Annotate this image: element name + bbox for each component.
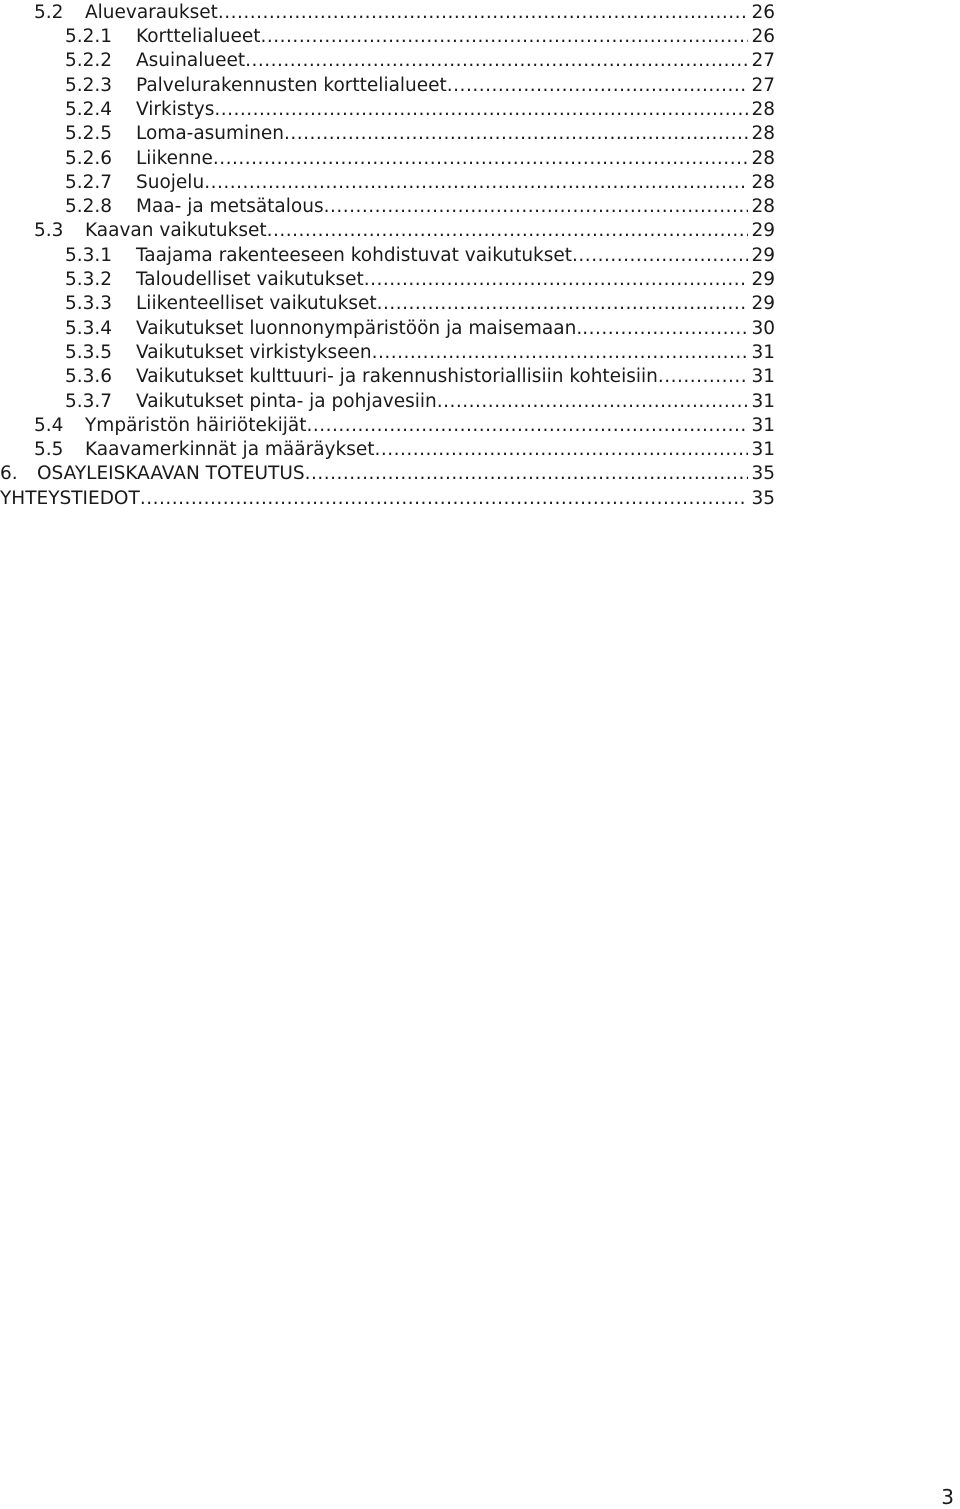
toc-entry-page: 26 [751, 2, 775, 23]
toc-entry[interactable] [65, 340, 775, 364]
toc-entry-number: 5.2.8 [65, 196, 113, 217]
toc-entry-page: 31 [751, 415, 775, 436]
toc-leader-dots [218, 2, 749, 24]
toc-leader-dots [582, 318, 748, 340]
toc-entry-number: 5.3 [34, 220, 64, 241]
toc-entry-title: Aluevaraukset [85, 2, 218, 23]
toc-entry[interactable] [65, 170, 775, 194]
toc-entry-page: 29 [751, 245, 775, 266]
toc-leader-dots [261, 26, 749, 48]
toc-leader-dots [284, 123, 748, 145]
toc-entry-title: Suojelu [136, 172, 205, 193]
toc-entry-number: 5.3.5 [65, 342, 113, 363]
toc-entry-title: Kaavan vaikutukset [85, 220, 267, 241]
toc-entry[interactable] [65, 73, 775, 97]
toc-entry-page: 27 [751, 50, 775, 71]
toc-leader-dots [377, 293, 749, 315]
toc-entry-page: 31 [751, 366, 775, 387]
toc-entry-title: YHTEYSTIEDOT [0, 488, 140, 509]
toc-entry-number: 5.2 [34, 2, 64, 23]
toc-entry-title: Taajama rakenteeseen kohdistuvat vaikutukset [136, 245, 573, 266]
toc-leader-dots [140, 488, 749, 510]
toc-entry-title: Vaikutukset luonnonympäristöön ja maisemaan. [136, 318, 583, 339]
toc-leader-dots [267, 220, 749, 242]
toc-entry[interactable] [65, 121, 775, 145]
toc-entry[interactable] [65, 146, 775, 170]
toc-entry[interactable] [65, 267, 775, 291]
toc-leader-dots [245, 50, 748, 72]
toc-entry-number: 5.2.5 [65, 123, 113, 144]
toc-leader-dots [204, 172, 748, 194]
toc-leader-dots [437, 391, 749, 413]
toc-leader-dots [364, 269, 749, 291]
toc-entry-page: 29 [751, 293, 775, 314]
toc-entry-title: Virkistys [136, 99, 215, 120]
toc-entry[interactable] [65, 194, 775, 218]
toc-leader-dots [572, 245, 748, 267]
toc-entry-title: Vaikutukset kulttuuri- ja rakennushistoriallisiin kohteisiin [136, 366, 658, 387]
toc-entry-title: Liikenteelliset vaikutukset [136, 293, 377, 314]
toc-leader-dots [305, 463, 749, 485]
toc-entry-number: 5.2.6 [65, 148, 113, 169]
toc-leader-dots [324, 196, 749, 218]
toc-entry[interactable] [34, 413, 775, 437]
toc-entry-page: 28 [751, 123, 775, 144]
toc-leader-dots [447, 75, 749, 97]
toc-leader-dots [214, 99, 748, 121]
toc-entry-title: Palvelurakennusten korttelialueet [136, 75, 447, 96]
page-number: 3 [941, 1485, 954, 1509]
toc-entry[interactable] [0, 461, 775, 485]
toc-entry-page: 29 [751, 269, 775, 290]
toc-entry-title: Vaikutukset virkistykseen [136, 342, 372, 363]
toc-entry-page: 35 [751, 463, 775, 484]
toc-entry-page: 31 [751, 391, 775, 412]
toc-entry[interactable] [65, 389, 775, 413]
toc-entry[interactable] [65, 97, 775, 121]
toc-entry-title: Ympäristön häiriötekijät [85, 415, 307, 436]
toc-entry-page: 31 [751, 439, 775, 460]
toc-entry-number: 5.3.4 [65, 318, 113, 339]
toc-entry-title: Korttelialueet [136, 26, 261, 47]
toc-entry-number: 5.4 [34, 415, 64, 436]
toc-entry-number: 5.3.6 [65, 366, 113, 387]
toc-entry-title: Asuinalueet [136, 50, 246, 71]
toc-entry-number: 5.2.4 [65, 99, 113, 120]
toc-leader-dots [658, 366, 749, 388]
toc-entry-page: 31 [751, 342, 775, 363]
toc-entry[interactable] [65, 316, 775, 340]
toc-entry-title: OSAYLEISKAAVAN TOTEUTUS [37, 463, 305, 484]
toc-entry-number: 6. [0, 463, 18, 484]
toc-entry-page: 28 [751, 99, 775, 120]
toc-entry-number: 5.3.7 [65, 391, 113, 412]
toc-entry-page: 30 [751, 318, 775, 339]
toc-entry[interactable] [34, 218, 775, 242]
toc-entry-page: 28 [751, 172, 775, 193]
toc-entry-number: 5.2.3 [65, 75, 113, 96]
toc-entry-title: Kaavamerkinnät ja määräykset [85, 439, 375, 460]
toc-entry[interactable] [65, 243, 775, 267]
toc-leader-dots [372, 342, 749, 364]
toc-entry[interactable] [65, 24, 775, 48]
toc-leader-dots [306, 415, 748, 437]
toc-entry-number: 5.3.2 [65, 269, 113, 290]
toc-entry[interactable] [65, 364, 775, 388]
toc-entry[interactable] [34, 0, 775, 24]
toc-entry[interactable] [34, 437, 775, 461]
toc-entry-title: Loma-asuminen [136, 123, 285, 144]
toc-entry-title: Maa- ja metsätalous [136, 196, 324, 217]
toc-entry-page: 35 [751, 488, 775, 509]
toc-entry-page: 27 [751, 75, 775, 96]
toc-entry-page: 26 [751, 26, 775, 47]
toc-entry-number: 5.3.1 [65, 245, 113, 266]
toc-entry[interactable] [65, 291, 775, 315]
toc-entry[interactable] [0, 486, 775, 510]
toc-entry-number: 5.3.3 [65, 293, 113, 314]
toc-entry-number: 5.5 [34, 439, 64, 460]
toc-entry-number: 5.2.7 [65, 172, 113, 193]
toc-entry[interactable] [65, 48, 775, 72]
toc-entry-title: Taloudelliset vaikutukset [136, 269, 364, 290]
toc-entry-page: 29 [751, 220, 775, 241]
toc-entry-number: 5.2.2 [65, 50, 113, 71]
toc-entry-title: Liikenne [136, 148, 213, 169]
toc-entry-number: 5.2.1 [65, 26, 113, 47]
toc-entry-page: 28 [751, 148, 775, 169]
toc-leader-dots [213, 148, 749, 170]
toc-leader-dots [374, 439, 748, 461]
toc-entry-title: Vaikutukset pinta- ja pohjavesiin [136, 391, 437, 412]
toc-entry-page: 28 [751, 196, 775, 217]
